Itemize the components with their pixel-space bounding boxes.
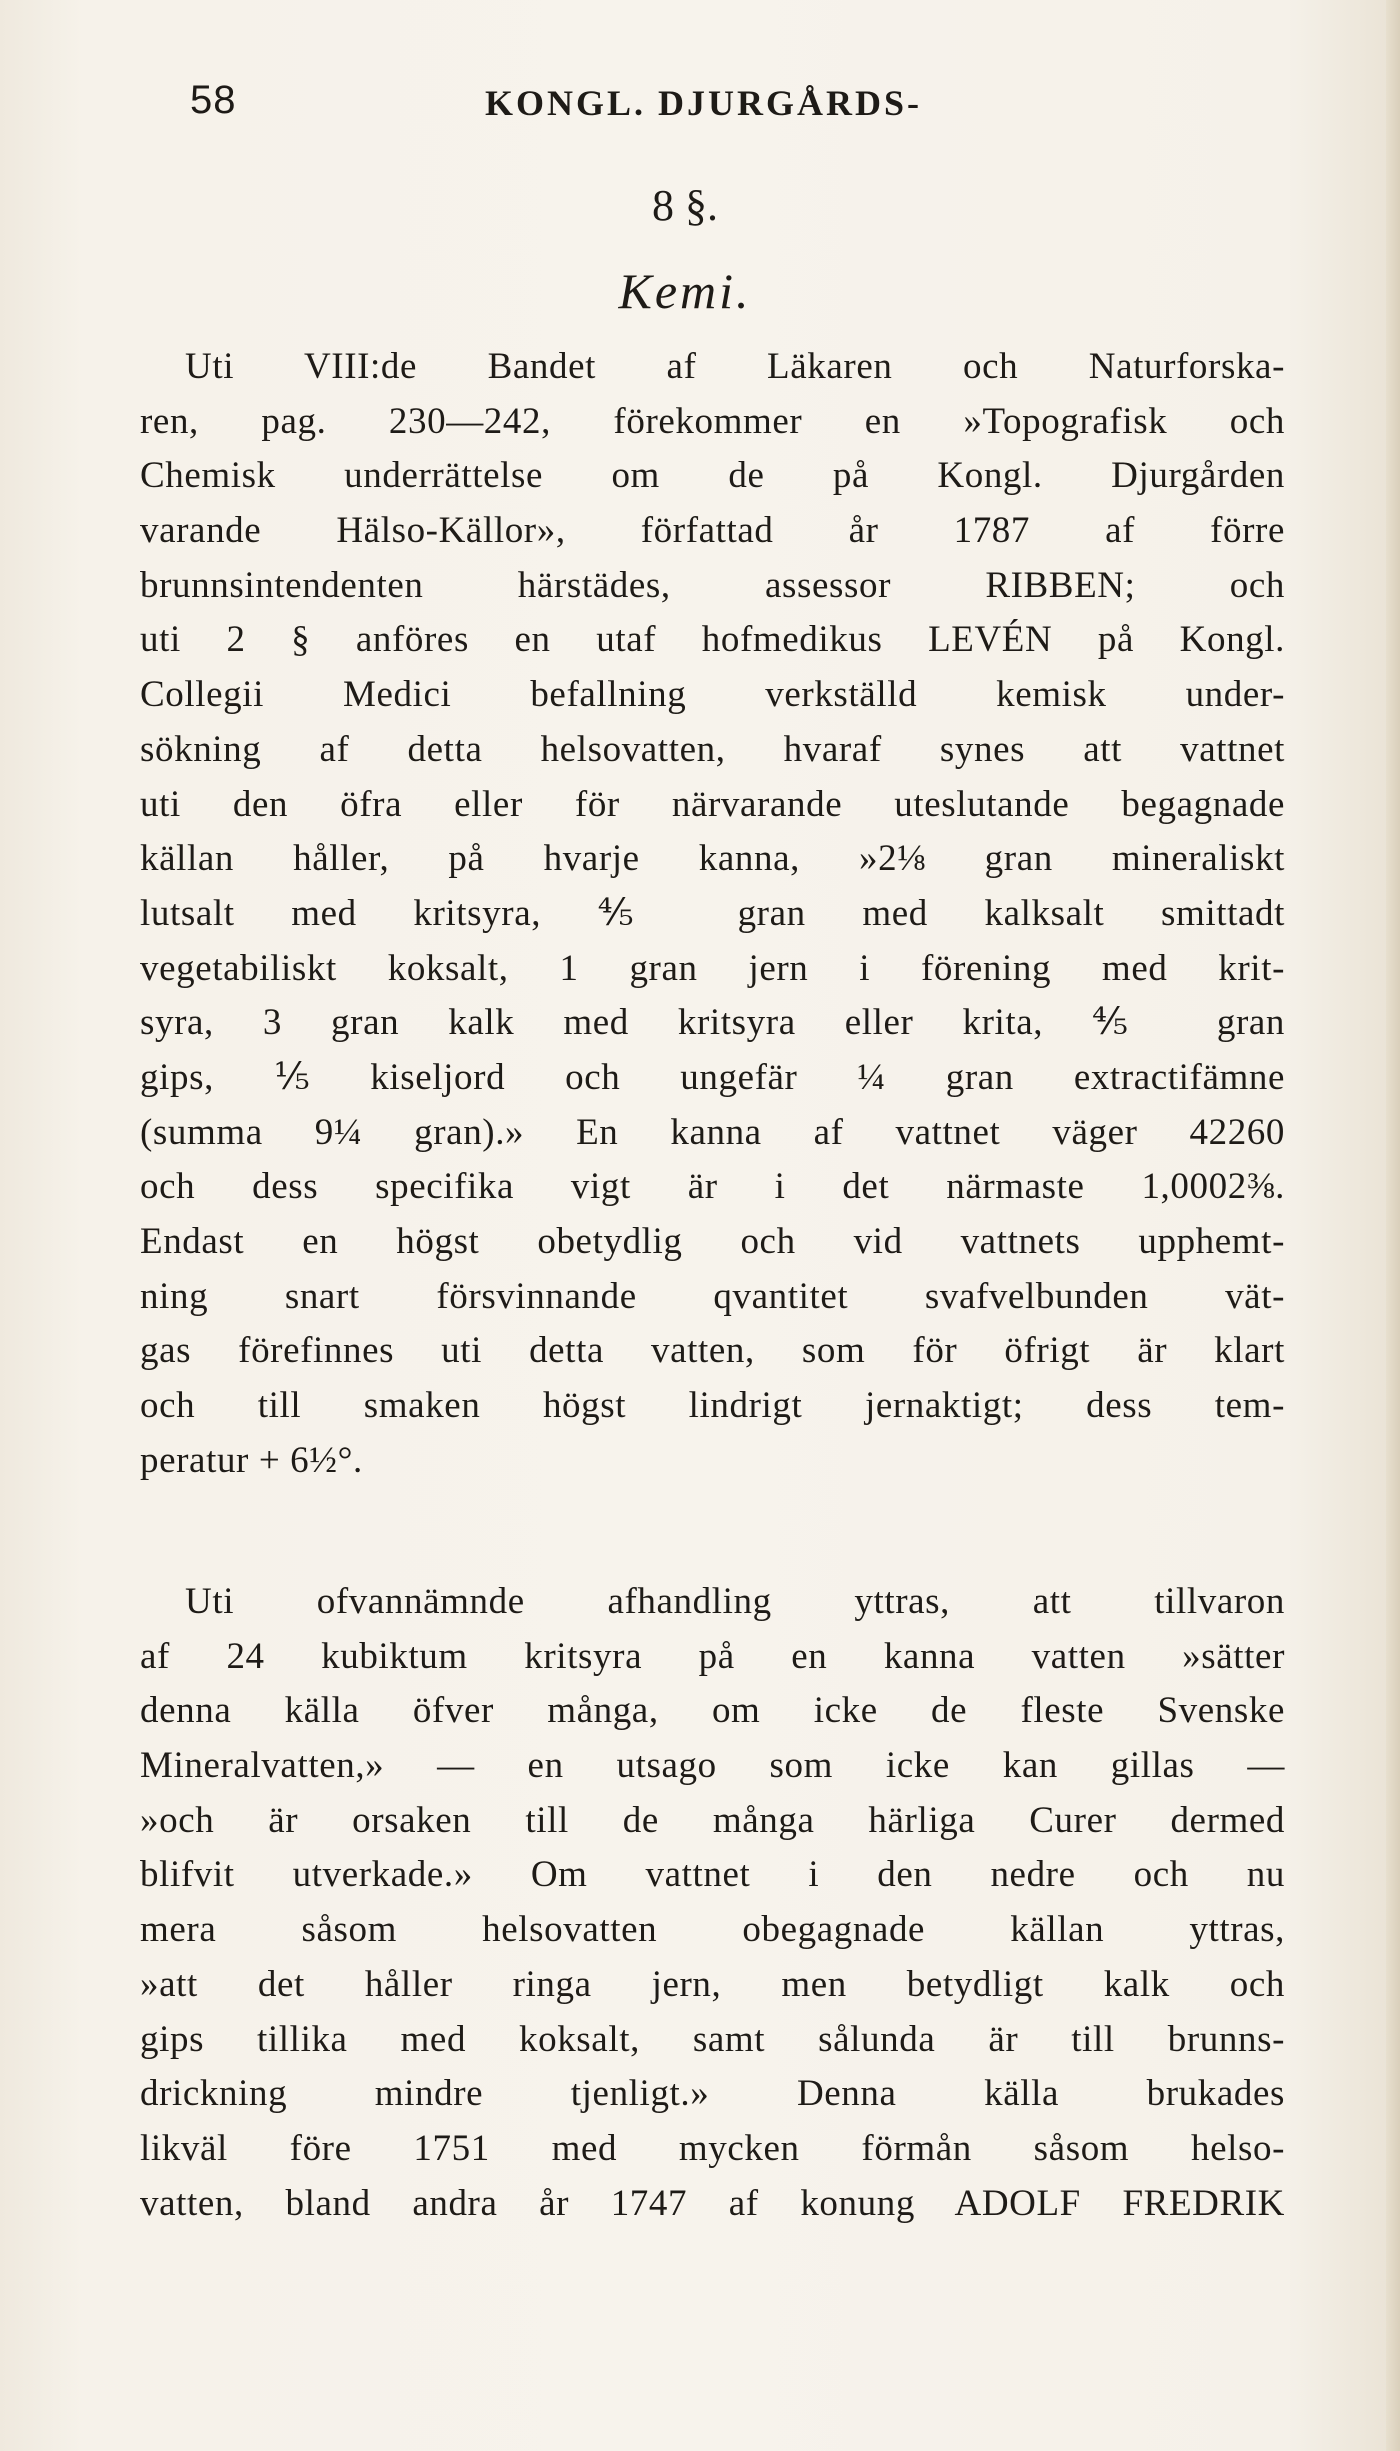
- text-line: gips, ⅕ kiseljord och ungefär ¼ gran extractifämne: [140, 1056, 1285, 1098]
- running-head: [190, 78, 1230, 138]
- text-line: Uti ofvannämnde afhandling yttras, att tillvaron: [185, 1581, 1285, 1622]
- text-line: mera såsom helsovatten obegagnade källan yttras,: [140, 1909, 1285, 1951]
- text-line: »att det håller ringa jern, men betydligt kalk och: [140, 1963, 1285, 2005]
- section-number: 8 §.: [652, 181, 718, 230]
- text-line: uti 2 § anföres en utaf hofmedikus LEVÉN på Kongl.: [140, 619, 1285, 661]
- text-line: ren, pag. 230—242, förekommer en »Topografisk och: [140, 400, 1285, 442]
- text-line: ning snart försvinnande qvantitet svafvelbunden vät-: [140, 1275, 1285, 1317]
- running-title: KONGL. DJURGÅRDS-: [485, 83, 923, 123]
- text-line: källan håller, på hvarje kanna, »2⅛ gran mineraliskt: [140, 838, 1285, 880]
- paragraph-1: [140, 340, 1285, 1488]
- text-line: sökning af detta helsovatten, hvaraf synes att vattnet: [140, 728, 1285, 770]
- text-line: drickning mindre tjenligt.» Denna källa brukades: [140, 2073, 1285, 2115]
- text-line: »och är orsaken till de många härliga Curer dermed: [140, 1799, 1285, 1841]
- text-line: denna källa öfver många, om icke de fleste Svenske: [140, 1690, 1285, 1732]
- text-line: lutsalt med kritsyra, ⅘ gran med kalksalt smittadt: [140, 892, 1285, 934]
- text-line: uti den öfra eller för närvarande uteslutande begagnade: [140, 783, 1285, 825]
- text-line: blifvit utverkade.» Om vattnet i den nedre och nu: [140, 1854, 1285, 1896]
- text-line: gas förefinnes uti detta vatten, som för öfrigt är klart: [140, 1330, 1285, 1372]
- text-line: syra, 3 gran kalk med kritsyra eller krita, ⅘ gran: [140, 1002, 1285, 1044]
- text-line: vatten, bland andra år 1747 af konung ADOLF FREDRIK: [140, 2182, 1285, 2224]
- text-line: vegetabiliskt koksalt, 1 gran jern i förening med krit-: [140, 947, 1285, 989]
- text-line: (summa 9¼ gran).» En kanna af vattnet väger 42260: [140, 1111, 1285, 1153]
- text-line: brunnsintendenten härstädes, assessor RIBBEN; och: [140, 564, 1285, 606]
- text-line: och dess specifika vigt är i det närmaste 1,0002⅜.: [140, 1166, 1285, 1208]
- text-line: likväl före 1751 med mycken förmån såsom helso-: [140, 2127, 1285, 2169]
- text-line: Mineralvatten,» — en utsago som icke kan gillas —: [140, 1745, 1285, 1787]
- page-number: 58: [190, 78, 237, 122]
- paragraph-2: [140, 1575, 1285, 2231]
- text-line: Collegii Medici befallning verkställd kemisk under-: [140, 674, 1285, 716]
- text-line: och till smaken högst lindrigt jernaktigt; dess tem-: [140, 1385, 1285, 1427]
- text-line: varande Hälso-Källor», författad år 1787 af förre: [140, 510, 1285, 552]
- text-line: Chemisk underrättelse om de på Kongl. Djurgården: [140, 455, 1285, 497]
- page-edge: [1386, 0, 1400, 2451]
- text-line: peratur + 6½°.: [140, 1439, 363, 1481]
- section-title: Kemi.: [618, 263, 752, 319]
- text-line: Uti VIII:de Bandet af Läkaren och Naturforska-: [185, 346, 1285, 387]
- text-line: Endast en högst obetydlig och vid vattnets upphemt-: [140, 1221, 1285, 1262]
- text-line: af 24 kubiktum kritsyra på en kanna vatten »sätter: [140, 1635, 1285, 1677]
- text-line: gips tillika med koksalt, samt sålunda är till brunns-: [140, 2018, 1285, 2060]
